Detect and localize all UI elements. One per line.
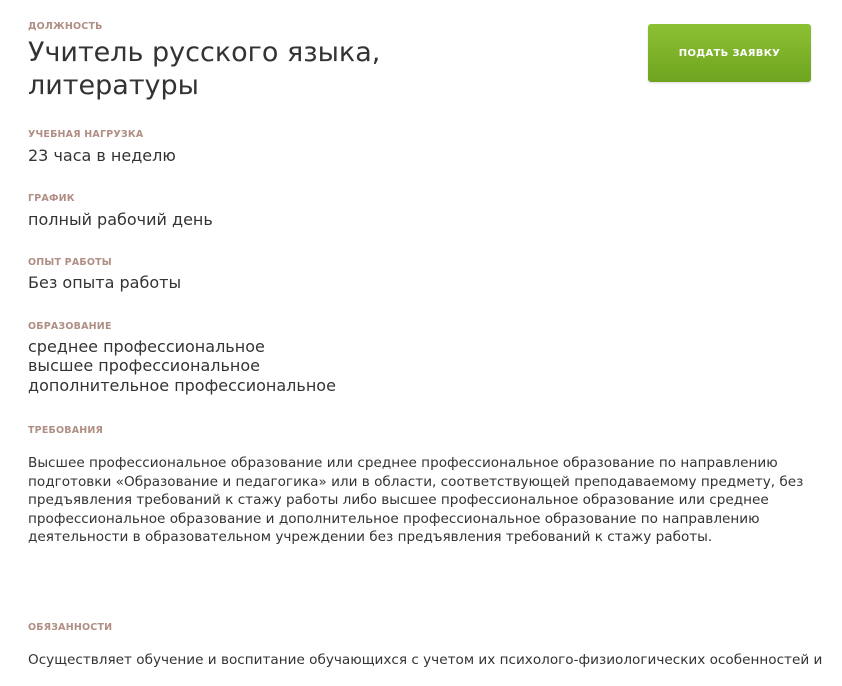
education-value: дополнительное профессиональное [28, 376, 336, 395]
education-value: среднее профессиональное [28, 337, 265, 356]
workload-label: УЧЕБНАЯ НАГРУЗКА [28, 129, 144, 140]
position-title [28, 36, 448, 102]
duties-text [28, 651, 823, 670]
position-title-line: литературы [28, 70, 199, 101]
requirements-line: подготовки «Образование и педагогика» или в области, соответствующей преподаваемому предмету, без [28, 473, 804, 490]
requirements-line: деятельности в образовательном учреждении без предъявления требований к стажу работы. [28, 529, 713, 545]
schedule-label: ГРАФИК [28, 193, 75, 204]
experience-label: ОПЫТ РАБОТЫ [28, 257, 112, 268]
apply-button[interactable]: ПОДАТЬ ЗАЯВКУ [648, 24, 811, 82]
requirements-line: профессиональное образование и дополнительное профессиональное образование по направлению [28, 510, 760, 527]
requirements-label: ТРЕБОВАНИЯ [28, 425, 104, 436]
education-value: высшее профессиональное [28, 356, 260, 375]
education-label: ОБРАЗОВАНИЕ [28, 321, 112, 332]
requirements-text [28, 454, 818, 547]
duties-line: Осуществляет обучение и воспитание обучающихся с учетом их психолого-физиологических особенностей и [28, 652, 823, 668]
schedule-value: полный рабочий день [28, 210, 213, 229]
workload-value: 23 часа в неделю [28, 146, 176, 165]
position-title-line: Учитель русского языка, [28, 37, 381, 68]
experience-value: Без опыта работы [28, 273, 182, 292]
vacancy-details [28, 0, 823, 686]
duties-label: ОБЯЗАННОСТИ [28, 622, 113, 633]
position-label: ДОЛЖНОСТЬ [28, 21, 103, 32]
requirements-line: Высшее профессиональное образование или среднее профессиональное образование по направлению [28, 455, 778, 471]
requirements-line: предъявления требований к стажу работы либо высшее профессиональное образование или среднее [28, 492, 769, 508]
